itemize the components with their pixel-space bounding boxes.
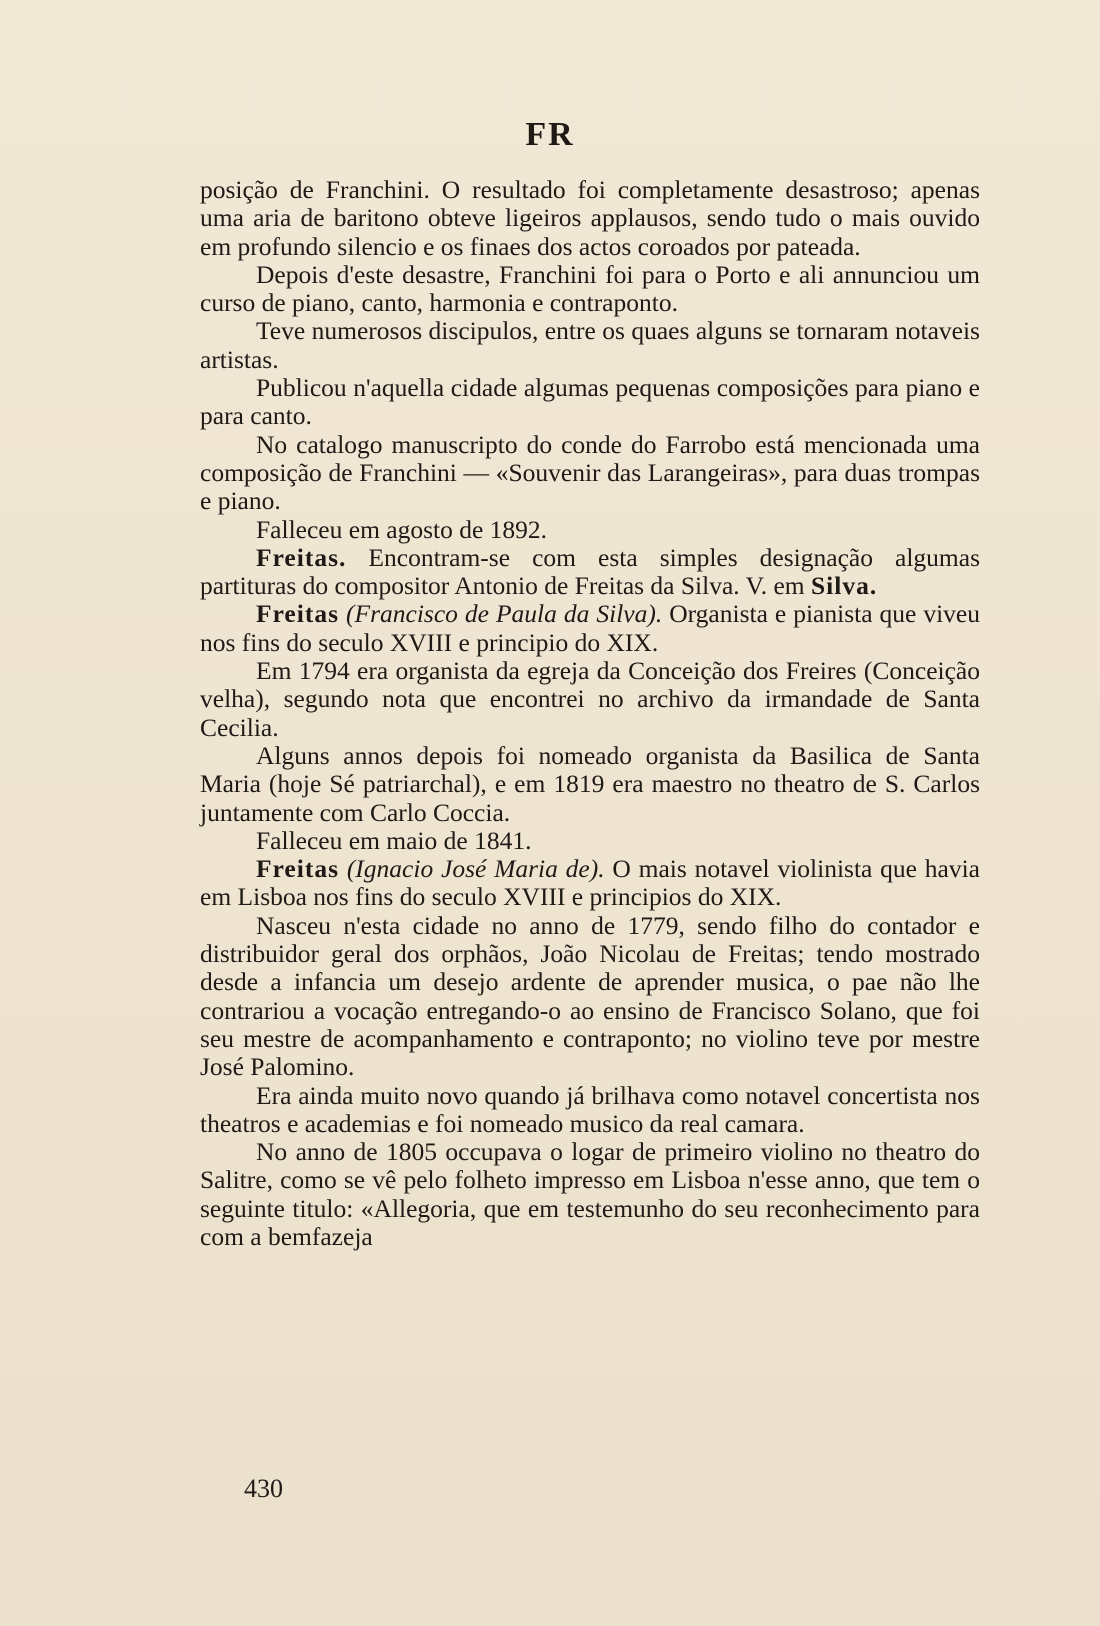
- entry-fullname: (Francisco de Paula da Silva).: [339, 599, 663, 629]
- entry-fullname: (Ignacio José Maria de).: [339, 854, 605, 884]
- paragraph: Publicou n'aquella cidade algumas pequenas composições para piano e para canto.: [200, 373, 980, 431]
- paragraph: Alguns annos depois foi nomeado organista da Basilica de Santa Maria (hoje Sé patriarchal), e em 1819 era maestro no theatro de S. Carlos juntamente com Carlo Coccia.: [200, 740, 980, 827]
- entry-text: O mais notavel violinista que havia em Lisboa nos fins do seculo XVIII e principios do XIX.: [200, 854, 980, 912]
- cross-reference: Silva.: [811, 571, 878, 601]
- paragraph: No catalogo manuscripto do conde do Farrobo está mencionada uma composição de Franchini — «Souvenir das Larangeiras», para duas trompas e piano.: [200, 429, 980, 516]
- running-head: FR: [525, 116, 575, 153]
- paragraph: Falleceu em maio de 1841.: [256, 825, 532, 855]
- paragraph: Nasceu n'esta cidade no anno de 1779, sendo filho do contador e distribuidor geral dos orphãos, João Nicolau de Freitas; tendo mostrado desde a infancia um desejo ardente de aprender musica, o pae não lhe contrariou a vocação entregando-o ao ensino de Francisco Solano, que foi seu mestre de acompanhamento e contraponto; no violino teve por mestre José Palomino.: [200, 910, 980, 1082]
- paragraph: posição de Franchini. O resultado foi completamente desastroso; apenas uma aria de baritono obteve ligeiros applausos, sendo tudo o mais ouvido em profundo silencio e os finaes dos actos coroados por pateada.: [200, 175, 980, 261]
- paragraph: Era ainda muito novo quando já brilhava como notavel concertista nos theatros e academias e foi nomeado musico da real camara.: [200, 1080, 980, 1138]
- paragraph: Depois d'este desastre, Franchini foi para o Porto e ali annunciou um curso de piano, canto, harmonia e contraponto.: [200, 259, 980, 318]
- entry-headword: Freitas: [256, 854, 340, 884]
- text-body: [200, 176, 980, 1251]
- paragraph: No anno de 1805 occupava o logar de primeiro violino no theatro do Salitre, como se vê pelo folheto impresso em Lisboa n'esse anno, que tem o seguinte titulo: «Allegoria, que em testemunho do seu reconhecimento para com a bemfazeja: [200, 1137, 980, 1251]
- entry-headword: Freitas.: [256, 542, 347, 572]
- paragraph: Em 1794 era organista da egreja da Conceição dos Freires (Conceição velha), segundo nota que encontrei no archivo da irmandade de Santa Cecilia.: [200, 656, 980, 742]
- entry-text: Encontram-se com esta simples designação algumas partituras do compositor Antonio de Freitas da Silva. V. em: [200, 542, 980, 601]
- entry-freitas: [200, 544, 980, 601]
- entry-text: Organista e pianista que viveu nos fins do seculo XVIII e principio do XIX.: [200, 599, 980, 657]
- entry-headword: Freitas: [256, 599, 340, 629]
- paragraph: Falleceu em agosto de 1892.: [256, 514, 548, 544]
- entry-freitas-ignacio: [200, 855, 980, 912]
- entry-freitas-francisco: [200, 600, 980, 657]
- page-number: 430: [244, 1474, 283, 1503]
- paragraph: Teve numerosos discipulos, entre os quaes alguns se tornaram notaveis artistas.: [200, 316, 980, 374]
